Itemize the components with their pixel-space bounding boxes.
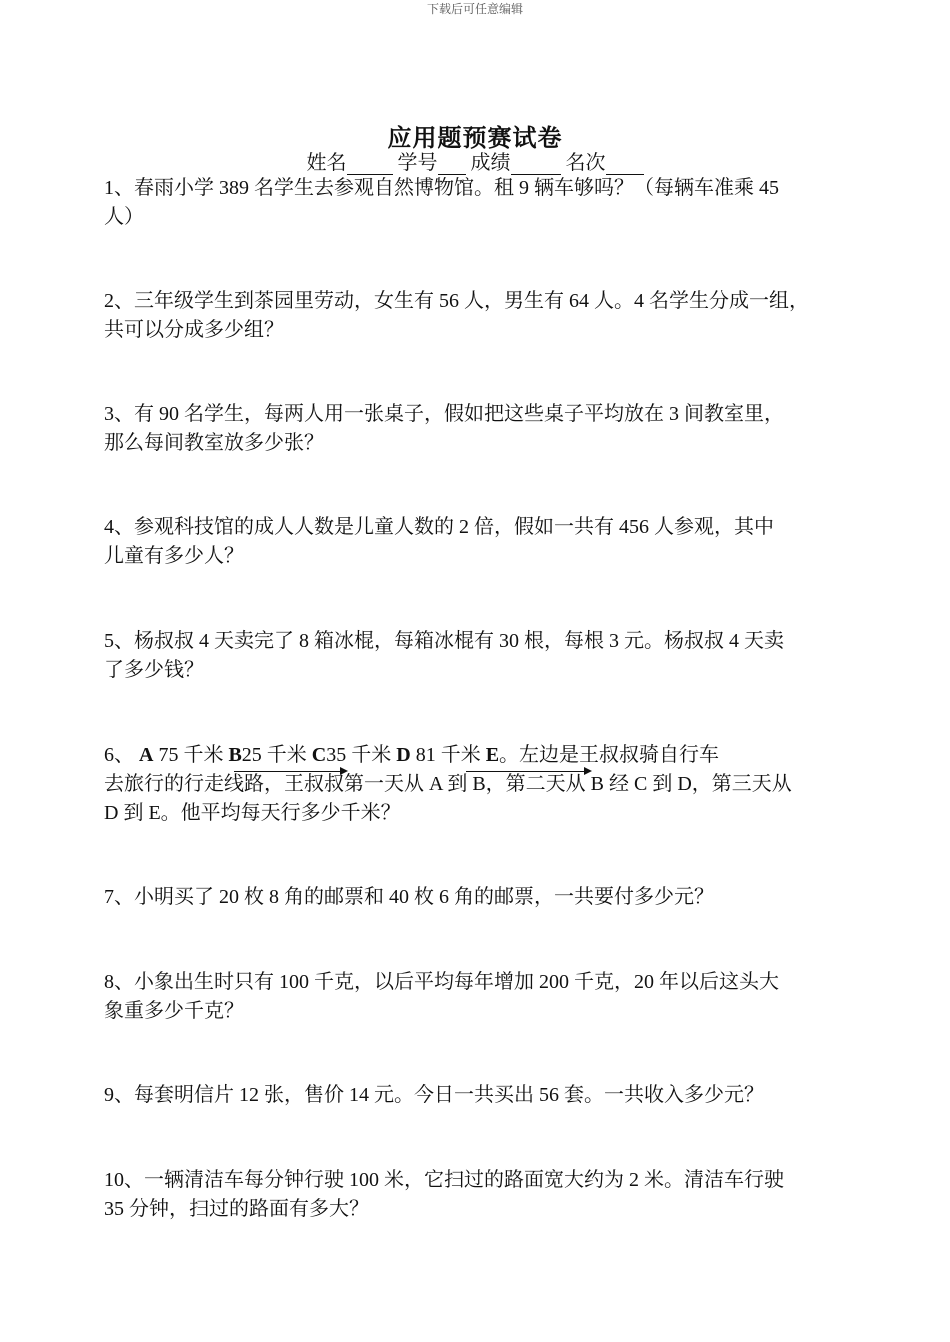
route-arrow-bc xyxy=(234,771,346,772)
question-2-line-2: 共可以分成多少组？ xyxy=(104,319,284,341)
question-6-line-2: 去旅行的行走线路，王叔叔第一天从 A 到 B，第二天从 B 经 C 到 D，第三天从 xyxy=(104,773,792,795)
name-blank xyxy=(347,152,393,175)
route-arrow-de xyxy=(466,771,590,772)
question-1-line-2: 人） xyxy=(104,206,144,228)
question-3-line-1: 3、有 90 名学生，每两人用一张桌子，假如把这些桌子平均放在 3 间教室里， xyxy=(104,403,784,425)
id-label: 学号 xyxy=(397,152,438,174)
id-blank xyxy=(438,152,466,175)
question-6-prefix: 6、 xyxy=(104,744,134,766)
rank-label: 名次 xyxy=(565,152,606,174)
question-9 xyxy=(104,1081,864,1110)
question-2-line-1: 2、三年级学生到茶园里劳动，女生有 56 人，男生有 64 人。4 名学生分成一组， xyxy=(104,290,809,312)
page-title: 应用题预赛试卷 xyxy=(387,126,563,152)
route-point-e: E xyxy=(485,744,500,766)
question-5 xyxy=(104,627,864,685)
question-9-line-1: 9、每套明信片 12 张，售价 14 元。今日一共买出 56 套。一共收入多少元？ xyxy=(104,1084,764,1106)
question-6-line-1-tail: 。左边是王叔叔骑自行车 xyxy=(499,744,720,766)
route-segment-bc: 25 千米 xyxy=(241,744,307,766)
question-6 xyxy=(104,741,864,828)
question-2 xyxy=(104,287,864,345)
question-1 xyxy=(104,174,864,232)
score-blank xyxy=(511,152,561,175)
question-10-line-1: 10、一辆清洁车每分钟行驶 100 米，它扫过的路面宽大约为 2 米。清洁车行驶 xyxy=(104,1169,784,1191)
question-7-line-1: 7、小明买了 20 枚 8 角的邮票和 40 枚 6 角的邮票，一共要付多少元？ xyxy=(104,886,714,908)
question-4-line-1: 4、参观科技馆的成人人数是儿童人数的 2 倍，假如一共有 456 人参观，其中 xyxy=(104,516,774,538)
route-point-c: C xyxy=(311,744,327,766)
route-point-b: B xyxy=(228,744,242,766)
question-8-line-2: 象重多少千克？ xyxy=(104,1000,244,1022)
question-10-line-2: 35 分钟，扫过的路面有多大？ xyxy=(104,1198,369,1220)
question-6-line-3: D 到 E。他平均每天行多少千米？ xyxy=(104,802,401,824)
question-3-line-2: 那么每间教室放多少张？ xyxy=(104,432,324,454)
question-1-line-1: 1、春雨小学 389 名学生去参观自然博物馆。租 9 辆车够吗？（每辆车准乘 45 xyxy=(104,177,779,199)
rank-blank xyxy=(606,152,644,175)
route-segment-cd: 35 千米 xyxy=(326,744,392,766)
question-5-line-1: 5、杨叔叔 4 天卖完了 8 箱冰棍，每箱冰棍有 30 根，每根 3 元。杨叔叔 4 天卖 xyxy=(104,630,784,652)
route-point-d: D xyxy=(396,744,411,766)
route-segment-ab: 75 千米 xyxy=(158,744,224,766)
question-10 xyxy=(104,1166,864,1224)
question-3 xyxy=(104,400,864,458)
question-4-line-2: 儿童有多少人？ xyxy=(104,545,244,567)
score-label: 成绩 xyxy=(470,152,511,174)
question-7 xyxy=(104,883,864,912)
question-5-line-2: 了多少钱？ xyxy=(104,659,204,681)
name-label: 姓名 xyxy=(306,152,347,174)
question-8 xyxy=(104,968,864,1026)
question-6-line-1 xyxy=(104,741,864,770)
header-note: 下载后可任意编辑 xyxy=(426,2,523,16)
student-info-line xyxy=(0,146,950,175)
question-8-line-1: 8、小象出生时只有 100 千克，以后平均每年增加 200 千克，20 年以后这头大 xyxy=(104,971,779,993)
route-segment-de: 81 千米 xyxy=(415,744,481,766)
route-point-a: A xyxy=(139,744,154,766)
question-4 xyxy=(104,513,864,571)
